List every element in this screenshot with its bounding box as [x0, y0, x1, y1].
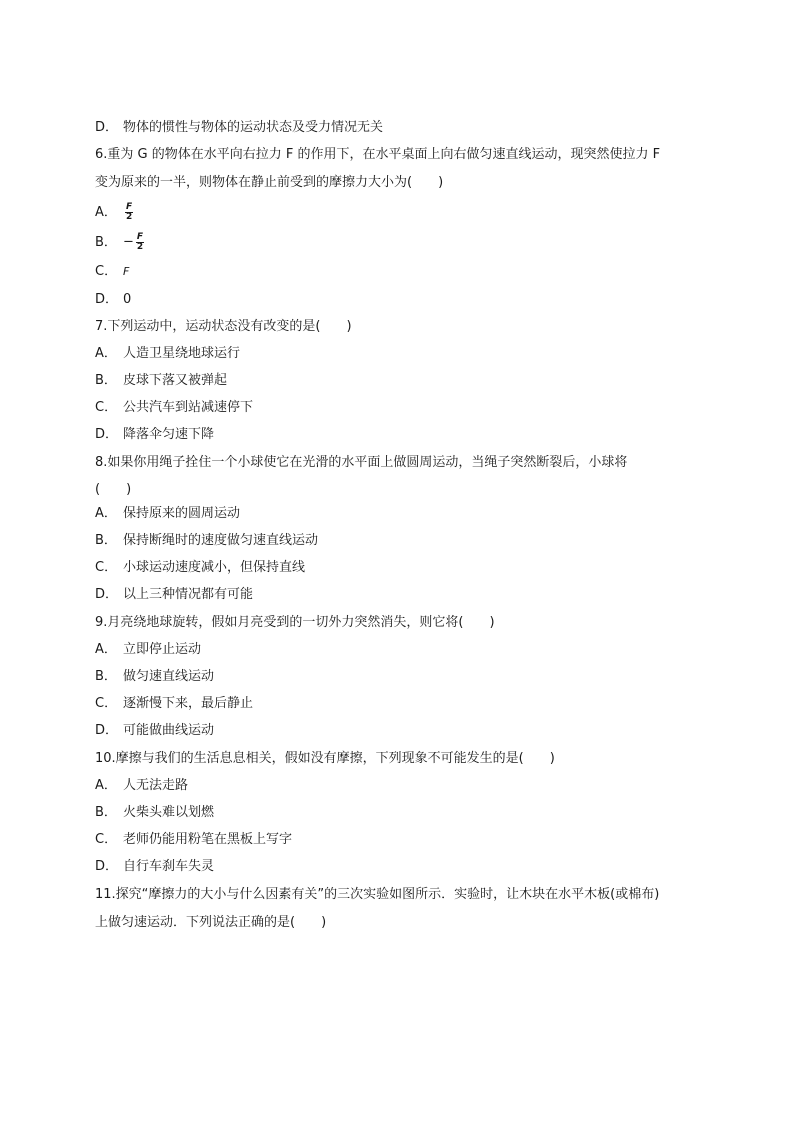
option-text: 物体的惯性与物体的运动状态及受力情况无关	[123, 120, 384, 135]
option-text: 人造卫星绕地球运行	[123, 346, 241, 361]
option-letter: C．	[95, 400, 118, 415]
option-letter: A．	[95, 346, 117, 361]
q9-option-a	[95, 641, 201, 659]
option-text: 人无法走路	[123, 778, 189, 793]
q8-option-d	[95, 586, 253, 604]
q6-option-c	[95, 263, 129, 281]
option-letter: B．	[95, 805, 117, 820]
option-letter: D．	[95, 859, 119, 874]
option-text: 小球运动速度减小，但保持直线	[123, 560, 306, 575]
option-letter: D．	[95, 292, 119, 307]
fraction-numerator: F	[126, 202, 133, 212]
option-letter: D．	[95, 723, 119, 738]
fraction-denominator: 2	[125, 212, 133, 222]
q8-stem-line1: 8.如果你用绳子拴住一个小球使它在光滑的水平面上做圆周运动，当绳子突然断裂后，小球将	[95, 455, 628, 470]
option-letter: C．	[95, 264, 118, 279]
q6-stem-line2: 变为原来的一半，则物体在静止前受到的摩擦力大小为( )	[95, 175, 444, 190]
q7-option-a	[95, 345, 240, 363]
fraction	[125, 203, 133, 222]
option-text: 立即停止运动	[123, 642, 202, 657]
q7-option-b	[95, 372, 227, 390]
fraction-denominator: 2	[136, 242, 144, 252]
option-text: 可能做曲线运动	[123, 723, 215, 738]
option-letter: D．	[95, 120, 119, 135]
option-text: 做匀速直线运动	[123, 669, 215, 684]
option-letter: C．	[95, 696, 118, 711]
option-text: 保持原来的圆周运动	[123, 506, 241, 521]
option-letter: A．	[95, 506, 117, 521]
option-letter: B．	[95, 235, 117, 250]
q9-option-b	[95, 668, 214, 686]
q10-stem: 10.摩擦与我们的生活息息相关，假如没有摩擦，下列现象不可能发生的是( )	[95, 751, 555, 766]
q10-option-b	[95, 804, 214, 822]
option-text: 自行车刹车失灵	[123, 859, 215, 874]
q6-stem-line1: 6.重为 G 的物体在水平向右拉力 F 的作用下，在水平桌面上向右做匀速直线运动，现突然使拉力 F	[95, 147, 661, 162]
option-text: 皮球下落又被弹起	[123, 373, 228, 388]
option-letter: D．	[95, 427, 119, 442]
option-letter: D．	[95, 587, 119, 602]
option-letter: A．	[95, 205, 117, 220]
fraction	[136, 233, 144, 252]
option-text: F	[123, 265, 130, 278]
q6-option-b	[95, 233, 144, 252]
option-text: 火柴头难以划燃	[123, 805, 215, 820]
option-letter: B．	[95, 533, 117, 548]
fraction-numerator: F	[136, 232, 144, 242]
q8-option-c	[95, 559, 305, 577]
option-letter: A．	[95, 642, 117, 657]
q9-stem: 9.月亮绕地球旋转，假如月亮受到的一切外力突然消失，则它将( )	[95, 615, 495, 630]
option-text: 保持断绳时的速度做匀速直线运动	[123, 533, 319, 548]
q8-option-a	[95, 505, 240, 523]
option-text: 降落伞匀速下降	[123, 427, 215, 442]
option-text: 老师仍能用粉笔在黑板上写字	[123, 832, 293, 847]
option-letter: C．	[95, 560, 118, 575]
q10-option-c	[95, 831, 292, 849]
q11-stem-line1: 11.探究“摩擦力的大小与什么因素有关”的三次实验如图所示．实验时，让木块在水平木板(或棉布)	[95, 887, 660, 902]
q10-option-a	[95, 777, 188, 795]
option-letter: C．	[95, 832, 118, 847]
q7-option-d	[95, 426, 214, 444]
option-letter: A．	[95, 778, 117, 793]
q9-option-c	[95, 695, 253, 713]
q11-stem-line2: 上做匀速运动．下列说法正确的是( )	[95, 915, 327, 930]
option-text: 0	[123, 292, 132, 307]
q7-option-c	[95, 399, 253, 417]
q7-stem: 7.下列运动中，运动状态没有改变的是( )	[95, 319, 352, 334]
q6-option-d	[95, 291, 131, 309]
option-letter: B．	[95, 669, 117, 684]
option-text: 以上三种情况都有可能	[123, 587, 254, 602]
q8-stem-line2: ( )	[95, 482, 132, 497]
q10-option-d	[95, 858, 214, 876]
option-letter: B．	[95, 373, 117, 388]
option-text: 逐渐慢下来，最后静止	[123, 696, 254, 711]
negative-sign: −	[123, 234, 134, 250]
option-text: 公共汽车到站减速停下	[123, 400, 254, 415]
q9-option-d	[95, 722, 214, 740]
q5-option-d	[95, 119, 383, 137]
q6-option-a	[95, 203, 133, 222]
q8-option-b	[95, 532, 318, 550]
